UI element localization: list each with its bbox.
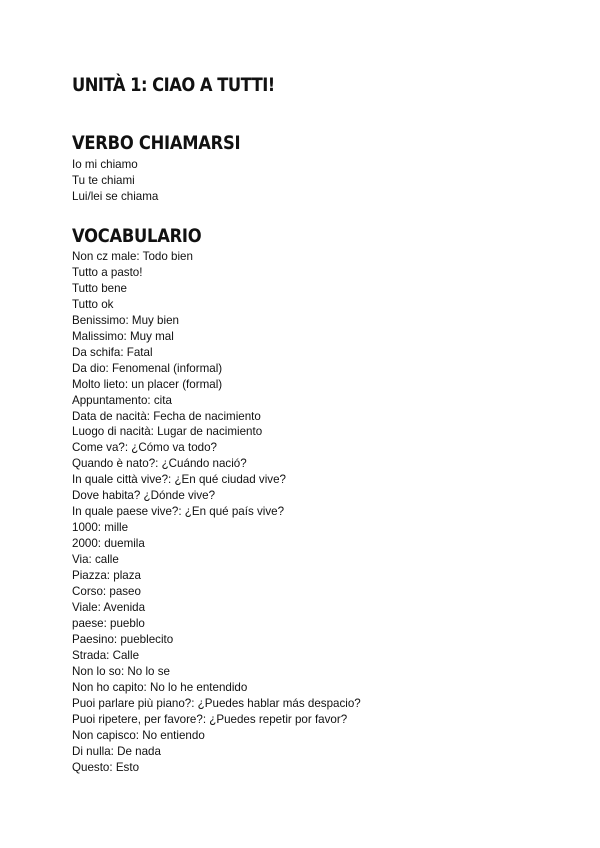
section-verbo-chiamarsi	[72, 131, 268, 205]
vocabulary-entry: Di nulla: De nada	[72, 744, 161, 758]
section-vocabulario	[72, 224, 361, 775]
vocabulary-entry: Corso: paseo	[72, 585, 141, 599]
section-heading-verbo: VERBO CHIAMARSI	[72, 132, 241, 154]
vocabulary-entry: Strada: Calle	[72, 648, 140, 662]
vocabulary-entry: Quando è nato?: ¿Cuándo nació?	[72, 457, 247, 471]
vocabulary-entry: Non cz male: Todo bien	[72, 250, 193, 263]
vocabulary-entry: Piazza: plaza	[72, 569, 141, 583]
vocabulary-entry: Data de nacità: Fecha de nacimiento	[72, 409, 261, 423]
page-title: UNITÀ 1: CIAO A TUTTI!	[72, 74, 275, 96]
vocabulary-entry: Benissimo: Muy bien	[72, 313, 179, 327]
vocabulary-entry: Puoi ripetere, per favore?: ¿Puedes repetir por favor?	[72, 712, 348, 726]
conjugation-line: Io mi chiamo	[72, 158, 138, 171]
vocabulary-entry: Non capisco: No entiendo	[72, 728, 205, 742]
vocabulary-entry: paese: pueblo	[72, 616, 145, 630]
verbo-conjugation-list	[72, 157, 268, 205]
vocabulary-entry: Come va?: ¿Cómo va todo?	[72, 441, 217, 455]
vocabulary-entry: Da dio: Fenomenal (informal)	[72, 361, 223, 375]
vocabulary-entry: Non ho capito: No lo he entendido	[72, 680, 248, 694]
vocabulary-entry: Puoi parlare più piano?: ¿Puedes hablar más despacio?	[72, 696, 361, 710]
vocabulary-entry: Tutto ok	[72, 297, 114, 311]
vocabulary-entry: Da schifa: Fatal	[72, 345, 153, 359]
vocabulary-entry: Via: calle	[72, 553, 119, 567]
vocabulary-entry: In quale città vive?: ¿En qué ciudad vive?	[72, 473, 286, 487]
vocabulary-entry: Tutto bene	[72, 281, 128, 295]
conjugation-line: Lui/lei se chiama	[72, 189, 159, 203]
vocabulary-entry: Molto lieto: un placer (formal)	[72, 377, 223, 391]
vocabulary-entry: Questo: Esto	[72, 760, 140, 774]
vocabulary-entry: 2000: duemila	[72, 537, 145, 551]
vocabulary-entry: Paesino: pueblecito	[72, 632, 174, 646]
vocabulary-entry: Dove habita? ¿Dónde vive?	[72, 489, 216, 503]
vocabulary-entry: In quale paese vive?: ¿En qué país vive?	[72, 505, 285, 519]
vocabulary-entry: Appuntamento: cita	[72, 393, 172, 407]
vocabulary-entry: Malissimo: Muy mal	[72, 329, 174, 343]
vocabulary-entry: Tutto a pasto!	[72, 265, 143, 279]
vocabulary-entry: Viale: Avenida	[72, 600, 146, 614]
vocabulary-entry: Luogo di nacità: Lugar de nacimiento	[72, 425, 263, 439]
section-heading-vocabulario: VOCABULARIO	[72, 225, 202, 247]
vocabulary-entry: 1000: mille	[72, 521, 129, 535]
vocabulary-entry: Non lo so: No lo se	[72, 664, 170, 678]
conjugation-line: Tu te chiami	[72, 173, 135, 187]
vocabulary-list	[72, 249, 361, 775]
